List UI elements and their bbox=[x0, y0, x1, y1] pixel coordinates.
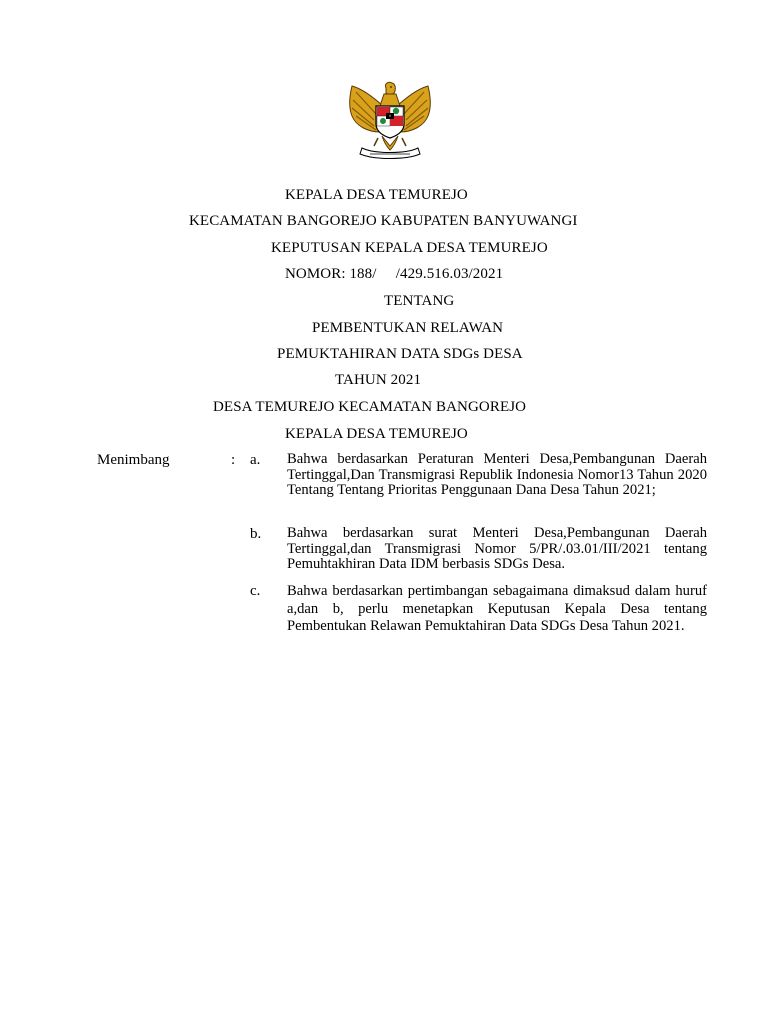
item-c-letter: c. bbox=[250, 583, 261, 599]
header-line-6: PEMBENTUKAN RELAWAN bbox=[312, 320, 504, 336]
decree-number: NOMOR: 188/ /429.516.03/2021 bbox=[285, 266, 504, 282]
header-line-2: KECAMATAN BANGOREJO KABUPATEN BANYUWANGI bbox=[189, 213, 578, 229]
header-line-1: KEPALA DESA TEMUREJO bbox=[285, 187, 468, 203]
header-line-3: KEPUTUSAN KEPALA DESA TEMUREJO bbox=[271, 240, 548, 256]
header-line-8: TAHUN 2021 bbox=[335, 372, 422, 388]
header-line-7: PEMUKTAHIRAN DATA SDGs DESA bbox=[277, 346, 523, 362]
item-b-text: Bahwa berdasarkan surat Menteri Desa,Pembangunan Daerah Tertinggal,dan Transmigrasi Nomor 5/PR/.03.01/III/2021 tentang Pemuhtakhiran Data IDM berbasis SDGs Desa. bbox=[287, 525, 707, 573]
item-a-letter: a. bbox=[250, 452, 261, 468]
menimbang-label: Menimbang bbox=[97, 452, 170, 468]
menimbang-colon: : bbox=[231, 452, 236, 468]
header-line-5: TENTANG bbox=[384, 293, 455, 309]
garuda-pancasila-emblem-icon bbox=[344, 80, 436, 162]
header-line-9: DESA TEMUREJO KECAMATAN BANGOREJO bbox=[213, 399, 527, 415]
header-line-10: KEPALA DESA TEMUREJO bbox=[285, 426, 468, 442]
item-c-text: Bahwa berdasarkan pertimbangan sebagaimana dimaksud dalam huruf a,dan b, perlu menetapkan Keputusan Kepala Desa tentang Pembentukan Relawan Pemuktahiran Data SDGs Desa Tahun 2021. bbox=[287, 583, 707, 634]
item-b-letter: b. bbox=[250, 526, 262, 542]
item-a-text: Bahwa berdasarkan Peraturan Menteri Desa,Pembangunan Daerah Tertinggal,Dan Transmigrasi Republik Indonesia Nomor13 Tahun 2020 Tentang Tentang Prioritas Penggunaan Dana Desa Tahun 2021; bbox=[287, 451, 707, 499]
